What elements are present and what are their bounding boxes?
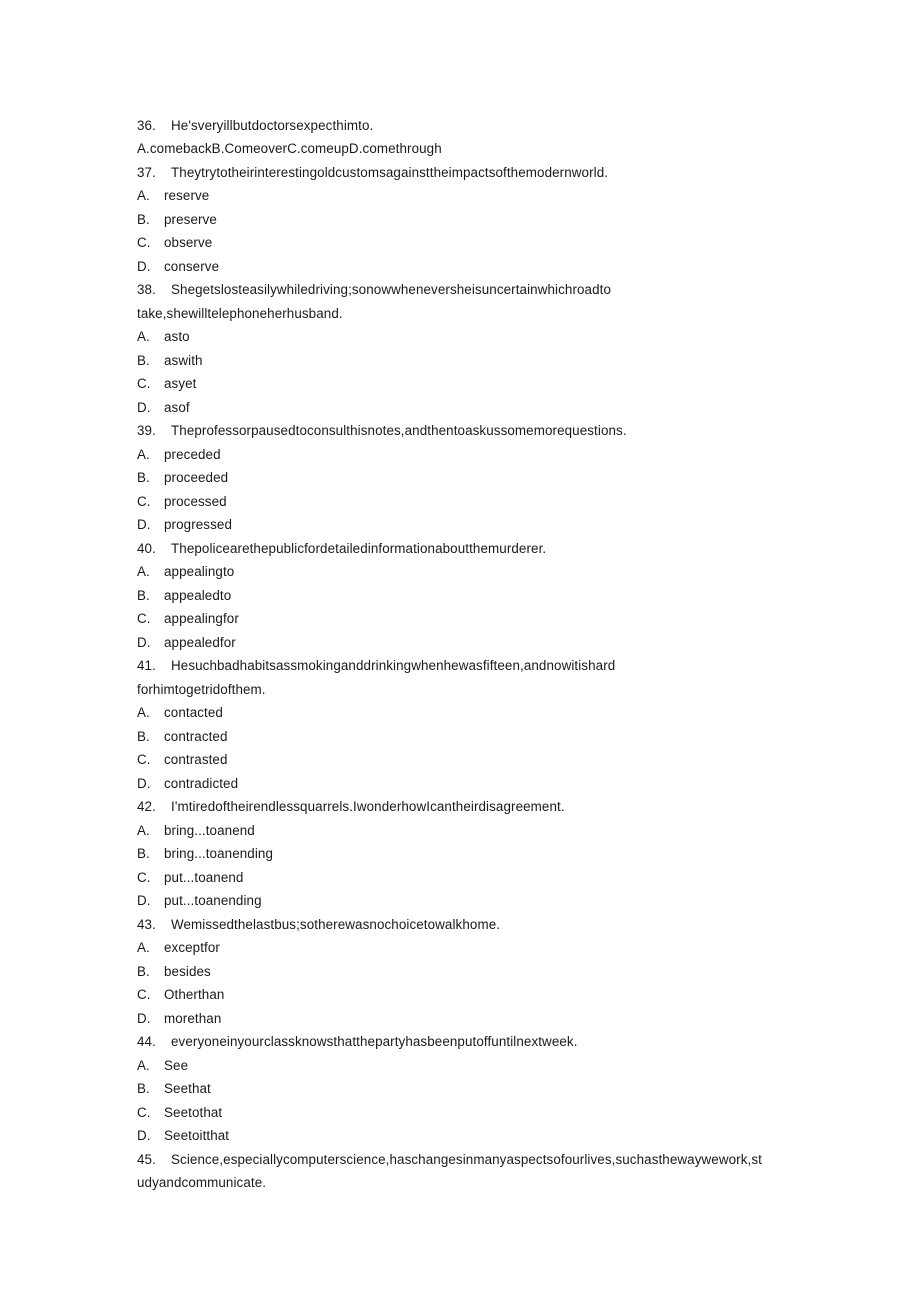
question-text: Hesuchbadhabitsassmokinganddrinkingwhenhewasfifteen,andnowitishard — [171, 658, 616, 673]
option-letter: C. — [137, 987, 151, 1002]
option-text: preceded — [164, 446, 221, 462]
option-letter: C. — [137, 752, 151, 767]
option-letter: C. — [137, 869, 151, 885]
question-text: Science,especiallycomputerscience,haschangesinmanyaspectsofourlives,suchasthewaywework,st — [171, 1151, 762, 1167]
option-text: put...toanend — [164, 869, 244, 885]
question-43-stem — [137, 913, 797, 937]
option-text: aswith — [164, 352, 203, 368]
option-letter: A. — [137, 329, 150, 344]
option-letter: B. — [137, 846, 150, 861]
option — [137, 725, 797, 749]
option-text: observe — [164, 235, 213, 250]
option-text: preserve — [164, 211, 217, 227]
option-text: exceptfor — [164, 940, 220, 955]
option-text: appealedto — [164, 587, 232, 603]
question-number: 43. — [137, 916, 156, 932]
option — [137, 1077, 797, 1101]
option — [137, 866, 797, 890]
option-text: Seetoitthat — [164, 1128, 230, 1143]
option — [137, 1007, 797, 1031]
option — [137, 255, 797, 279]
option — [137, 936, 797, 960]
option-letter: D. — [137, 775, 151, 791]
option-text: morethan — [164, 1010, 222, 1026]
option-text: asof — [164, 399, 190, 415]
option — [137, 983, 797, 1007]
option-text: contacted — [164, 705, 223, 720]
option-letter: D. — [137, 517, 151, 532]
option — [137, 748, 797, 772]
option — [137, 184, 797, 208]
option-letter: B. — [137, 211, 150, 227]
option-letter: C. — [137, 235, 151, 250]
question-45-stem — [137, 1148, 797, 1172]
option-text: asto — [164, 329, 190, 344]
question-list — [137, 114, 797, 1195]
option-letter: A. — [137, 446, 150, 462]
question-number: 37. — [137, 164, 156, 180]
option-text: asyet — [164, 376, 197, 391]
question-36-inline-options: A.comebackB.ComeoverC.comeupD.comethrough — [137, 141, 442, 156]
option-text: contracted — [164, 728, 228, 744]
question-41-stem — [137, 654, 797, 678]
option-text: appealedfor — [164, 634, 236, 650]
option-text: Otherthan — [164, 987, 225, 1002]
option-letter: B. — [137, 352, 150, 368]
option-text: Seetothat — [164, 1104, 223, 1120]
option-text: appealingfor — [164, 611, 239, 626]
option-text: bring...toanending — [164, 846, 274, 861]
option — [137, 1101, 797, 1125]
option-letter: C. — [137, 376, 151, 391]
option — [137, 349, 797, 373]
question-44-stem — [137, 1030, 797, 1054]
option-letter: D. — [137, 399, 151, 415]
option-text: processed — [164, 493, 227, 509]
option — [137, 819, 797, 843]
question-37-stem — [137, 161, 797, 185]
option — [137, 842, 797, 866]
option-letter: B. — [137, 587, 150, 603]
question-38-stem-continued: take,shewilltelephoneherhusband. — [137, 305, 343, 321]
option — [137, 772, 797, 796]
option — [137, 208, 797, 232]
option — [137, 325, 797, 349]
question-number: 40. — [137, 540, 156, 556]
option-text: contradicted — [164, 775, 239, 791]
option-letter: D. — [137, 258, 151, 274]
question-number: 45. — [137, 1151, 156, 1167]
option — [137, 513, 797, 537]
question-text: I'mtiredoftheirendlessquarrels.IwonderhowIcantheirdisagreement. — [171, 799, 565, 814]
option-letter: C. — [137, 493, 151, 509]
option — [137, 631, 797, 655]
question-39-stem — [137, 419, 797, 443]
question-text: Shegetslosteasilywhiledriving;sonowwheneversheisuncertainwhichroadto — [171, 282, 612, 297]
option-text: conserve — [164, 258, 220, 274]
option — [137, 607, 797, 631]
option — [137, 396, 797, 420]
option-text: proceeded — [164, 470, 229, 485]
option — [137, 701, 797, 725]
option — [137, 1124, 797, 1148]
option-letter: B. — [137, 470, 150, 485]
option-letter: B. — [137, 728, 150, 744]
question-text: Theytrytotheirinterestingoldcustomsagainsttheimpactsofthemodernworld. — [171, 164, 609, 180]
option-text: See — [164, 1057, 189, 1073]
option-text: Seethat — [164, 1081, 211, 1096]
option-text: appealingto — [164, 564, 235, 579]
question-38-stem — [137, 278, 797, 302]
option — [137, 443, 797, 467]
option — [137, 960, 797, 984]
question-text: everyoneinyourclassknowsthatthepartyhasbeenputoffuntilnextweek. — [171, 1034, 578, 1049]
question-number: 44. — [137, 1034, 156, 1049]
question-text: Wemissedthelastbus;sotherewasnochoicetowalkhome. — [171, 916, 501, 932]
question-number: 36. — [137, 117, 156, 133]
question-text: He'sveryillbutdoctorsexpecthimto. — [171, 117, 374, 133]
option-letter: A. — [137, 564, 150, 579]
option-text: put...toanending — [164, 893, 262, 908]
question-text: Thepolicearethepublicfordetailedinformationaboutthemurderer. — [171, 540, 547, 556]
question-42-stem — [137, 795, 797, 819]
option — [137, 584, 797, 608]
option — [137, 231, 797, 255]
question-number: 38. — [137, 282, 156, 297]
question-number: 41. — [137, 658, 156, 673]
option-letter: A. — [137, 822, 150, 838]
option-letter: A. — [137, 188, 150, 203]
option-letter: A. — [137, 940, 150, 955]
option-letter: A. — [137, 1057, 150, 1073]
question-45-stem-continued: udyandcommunicate. — [137, 1175, 267, 1190]
option — [137, 560, 797, 584]
question-number: 42. — [137, 799, 156, 814]
option — [137, 889, 797, 913]
option-text: contrasted — [164, 752, 228, 767]
option-letter: D. — [137, 634, 151, 650]
option-text: besides — [164, 963, 211, 979]
option-text: bring...toanend — [164, 822, 255, 838]
option-letter: B. — [137, 963, 150, 979]
question-40-stem — [137, 537, 797, 561]
option-letter: B. — [137, 1081, 150, 1096]
option-letter: C. — [137, 611, 151, 626]
question-number: 39. — [137, 423, 156, 438]
option-letter: D. — [137, 1128, 151, 1143]
option-letter: C. — [137, 1104, 151, 1120]
option-text: reserve — [164, 188, 210, 203]
option-letter: A. — [137, 705, 150, 720]
option-text: progressed — [164, 517, 232, 532]
option — [137, 372, 797, 396]
option-letter: D. — [137, 893, 151, 908]
question-36-stem — [137, 114, 797, 138]
option — [137, 1054, 797, 1078]
option — [137, 466, 797, 490]
question-text: Theprofessorpausedtoconsulthisnotes,andthentoaskussomemorequestions. — [171, 423, 627, 438]
question-41-stem-continued: forhimtogetridofthem. — [137, 681, 266, 697]
option-letter: D. — [137, 1010, 151, 1026]
option — [137, 490, 797, 514]
